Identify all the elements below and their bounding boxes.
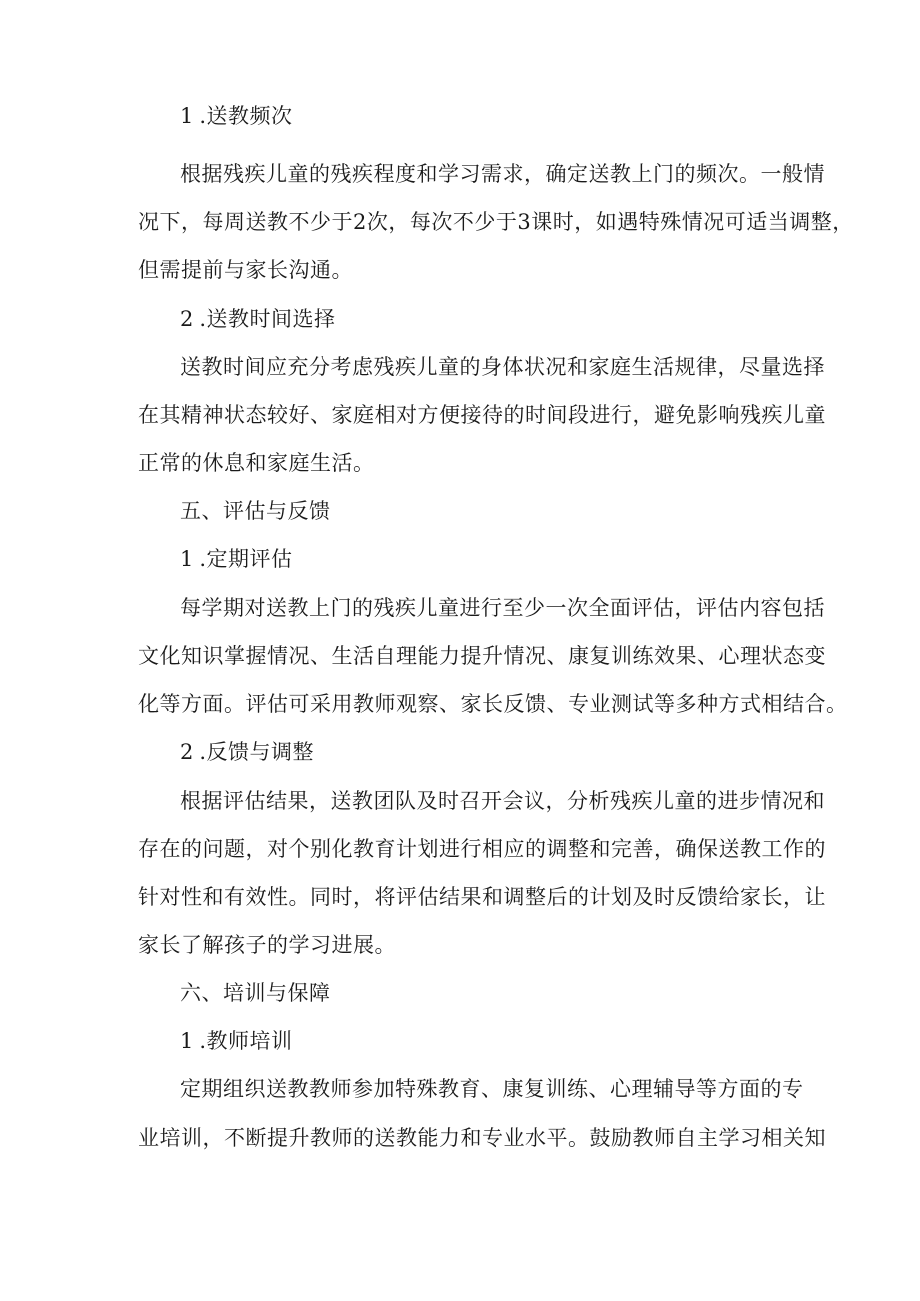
paragraph-line: 每学期对送教上门的残疾儿童进行至少一次全面评估，评估内容包括 bbox=[180, 596, 825, 620]
subheading-visit-frequency bbox=[180, 102, 293, 130]
subheading-number: 2 bbox=[180, 307, 200, 331]
subheading-number: 1 bbox=[180, 1029, 200, 1053]
paragraph-line: 定期组织送教教师参加特殊教育、康复训练、心理辅导等方面的专 bbox=[180, 1077, 804, 1101]
paragraph-line: 正常的休息和家庭生活。 bbox=[138, 451, 375, 475]
paragraph-line: 在其精神状态较好、家庭相对方便接待的时间段进行，避免影响残疾儿童 bbox=[138, 403, 826, 427]
subheading-number: 2 bbox=[180, 740, 200, 764]
paragraph-line: 送教时间应充分考虑残疾儿童的身体状况和家庭生活规律，尽量选择 bbox=[180, 355, 825, 379]
subheading-text: .教师培训 bbox=[199, 1029, 293, 1053]
subheading-text: .送教时间选择 bbox=[199, 307, 336, 331]
subheading-teacher-training bbox=[180, 1027, 293, 1055]
paragraph-line: 根据评估结果，送教团队及时召开会议，分析残疾儿童的进步情况和 bbox=[180, 789, 825, 813]
paragraph-line: 家长了解孩子的学习进展。 bbox=[138, 933, 396, 957]
paragraph-line: 况下，每周送教不少于2次，每次不少于3课时，如遇特殊情况可适当调整， bbox=[138, 210, 854, 234]
paragraph-line: 但需提前与家长沟通。 bbox=[138, 258, 353, 282]
subheading-feedback-adjustment bbox=[180, 738, 314, 766]
paragraph-line: 存在的问题，对个别化教育计划进行相应的调整和完善，确保送教工作的 bbox=[138, 837, 826, 861]
subheading-text: .反馈与调整 bbox=[199, 740, 315, 764]
section-heading-evaluation: 五、评估与反馈 bbox=[180, 499, 331, 523]
subheading-number: 1 bbox=[180, 104, 200, 128]
paragraph-line: 文化知识掌握情况、生活自理能力提升情况、康复训练效果、心理状态变 bbox=[138, 644, 826, 668]
paragraph-line: 化等方面。评估可采用教师观察、家长反馈、专业测试等多种方式相结合。 bbox=[138, 692, 848, 716]
section-heading-training: 六、培训与保障 bbox=[180, 981, 331, 1005]
subheading-regular-evaluation bbox=[180, 545, 293, 573]
subheading-text: .送教频次 bbox=[199, 104, 293, 128]
subheading-text: .定期评估 bbox=[199, 547, 293, 571]
subheading-number: 1 bbox=[180, 547, 200, 571]
paragraph-line: 根据残疾儿童的残疾程度和学习需求，确定送教上门的频次。一般情 bbox=[180, 162, 825, 186]
subheading-visit-time bbox=[180, 305, 336, 333]
paragraph-line: 业培训，不断提升教师的送教能力和专业水平。鼓励教师自主学习相关知 bbox=[138, 1126, 826, 1150]
paragraph-line: 针对性和有效性。同时，将评估结果和调整后的计划及时反馈给家长，让 bbox=[138, 885, 826, 909]
